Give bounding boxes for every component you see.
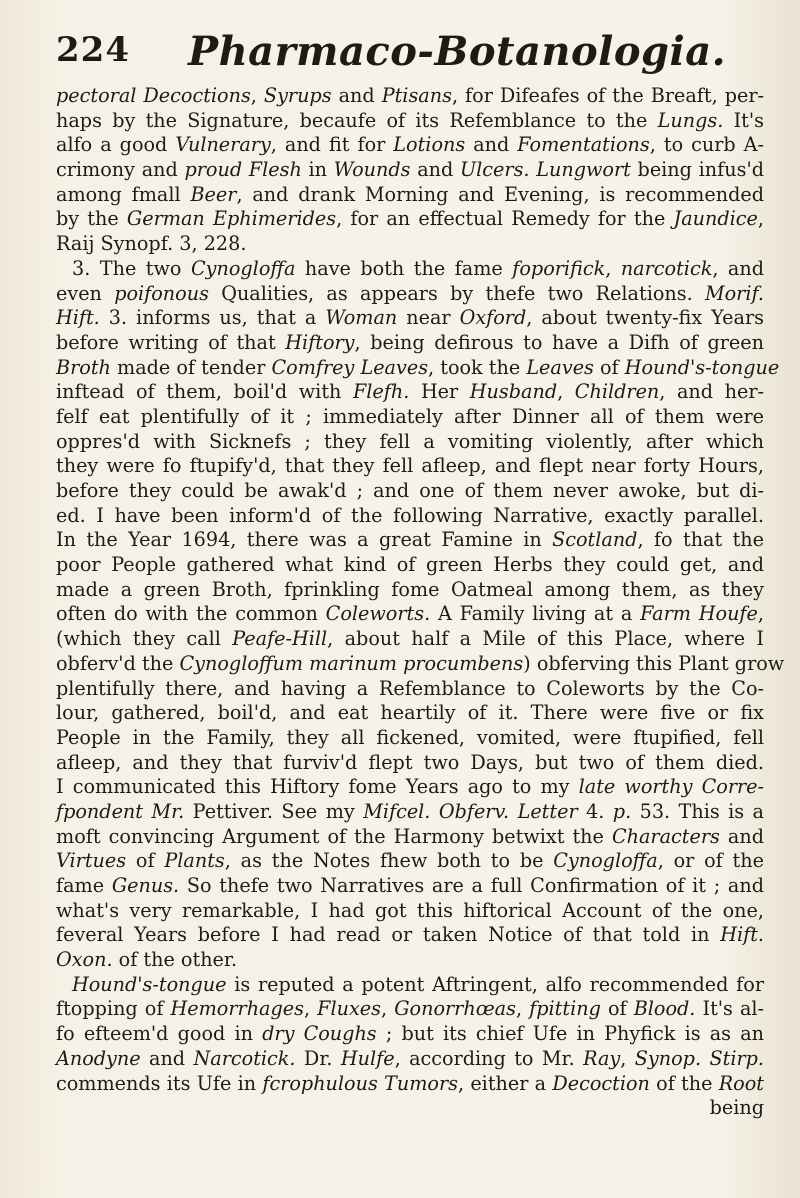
text-line bbox=[56, 874, 764, 899]
text-run: , for an effectual Remedy for the bbox=[336, 207, 674, 231]
text-line bbox=[56, 504, 764, 529]
text-run: , or of the bbox=[657, 849, 764, 873]
text-run: People in the Family, they all fickened, vomited, were ftupified, fell bbox=[56, 725, 764, 749]
italic-text: Gonorrhœas bbox=[394, 997, 516, 1021]
italic-text: Oxford bbox=[459, 306, 527, 330]
text-run: of bbox=[126, 849, 165, 873]
italic-text: fpondent Mr. bbox=[56, 799, 185, 823]
italic-text: Blood. bbox=[633, 997, 696, 1021]
text-run: , being defirous to have a Difh of green bbox=[354, 330, 764, 354]
text-run: A Family living at a bbox=[430, 602, 641, 626]
text-run: moft convincing Argument of the Harmony betwixt the bbox=[56, 824, 612, 848]
italic-text: Wounds bbox=[333, 158, 411, 182]
text-run: obferv'd the bbox=[56, 651, 180, 675]
text-run: , about twenty-fix Years bbox=[526, 306, 764, 330]
text-line bbox=[56, 553, 764, 578]
text-run: Dr. bbox=[295, 1046, 341, 1070]
running-title: Pharmaco-Botanologia. bbox=[188, 28, 727, 75]
text-run: Qualities, as appears by thefe two Relations. bbox=[208, 281, 705, 305]
text-run: , to curb A- bbox=[649, 133, 765, 157]
italic-text: Coleworts. bbox=[325, 602, 431, 626]
text-line bbox=[56, 306, 764, 331]
text-run: , according to Mr. bbox=[394, 1046, 584, 1070]
text-run: in bbox=[301, 158, 334, 182]
italic-text: pectoral Decoctions bbox=[56, 84, 251, 107]
text-run: I communicated this Hiftory fome Years ago to my bbox=[56, 775, 579, 799]
text-line bbox=[56, 158, 764, 183]
text-run: before they could be awak'd ; and one of them never awoke, but di- bbox=[56, 479, 764, 502]
text-run: It's bbox=[723, 108, 764, 132]
italic-text: Mifcel. Obferv. Letter bbox=[363, 799, 578, 823]
italic-text: Lotions bbox=[393, 133, 466, 157]
italic-text: Scotland bbox=[552, 528, 638, 552]
text-line bbox=[56, 825, 764, 850]
italic-text: Husband bbox=[469, 380, 558, 404]
text-run: , bbox=[303, 997, 318, 1021]
text-run: , and bbox=[712, 256, 764, 280]
text-line bbox=[56, 726, 764, 751]
italic-text: Fluxes bbox=[317, 997, 382, 1021]
text-line bbox=[56, 948, 764, 973]
text-run: by the bbox=[56, 207, 127, 231]
text-run: often do with the common bbox=[56, 602, 326, 626]
italic-text: Beer bbox=[190, 182, 237, 206]
text-run: inftead of them, boil'd with bbox=[56, 380, 353, 404]
text-line bbox=[56, 602, 764, 627]
italic-text: Leaves bbox=[526, 355, 594, 379]
text-run: , and drank Morning and Evening, is recommended bbox=[236, 182, 764, 206]
text-run: lour, gathered, boil'd, and eat heartily of it. There were five or fix bbox=[56, 701, 764, 725]
body-text bbox=[56, 84, 785, 1121]
italic-text: foporifick bbox=[512, 256, 606, 280]
text-run: ed. I have been inform'd of the following Narrative, exactly parallel. bbox=[56, 503, 764, 527]
text-run: feveral Years before I had read or taken Notice of that told in bbox=[56, 923, 721, 947]
text-line bbox=[56, 183, 764, 208]
text-run: , about half a Mile of this Place, where I bbox=[327, 627, 764, 651]
page-header bbox=[56, 28, 756, 75]
italic-text: Ulcers. bbox=[460, 158, 530, 182]
text-run: and bbox=[719, 824, 764, 848]
text-run: oppres'd with Sicknefs ; they fell a vomiting violently, after which bbox=[56, 429, 764, 453]
text-run: what's very remarkable, I had got this hiftorical Account of the one, bbox=[56, 898, 764, 922]
text-line bbox=[56, 578, 764, 603]
text-run: 4. bbox=[577, 799, 613, 823]
italic-text: Hemorrhages bbox=[170, 997, 304, 1021]
italic-text: Hound's-tongue bbox=[624, 355, 780, 379]
text-line bbox=[56, 849, 764, 874]
text-line bbox=[56, 1072, 764, 1097]
text-run: made of tender bbox=[110, 355, 272, 379]
text-line bbox=[56, 380, 764, 405]
text-run: , as the Notes fhew both to be bbox=[224, 849, 554, 873]
italic-text: Narcotick. bbox=[193, 1046, 296, 1070]
italic-text: Cynogloffum marinum procumbens bbox=[179, 651, 524, 675]
text-run: It's al- bbox=[695, 997, 765, 1021]
text-run: haps by the Signature, becaufe of its Refemblance to the bbox=[56, 108, 658, 132]
italic-text: Oxon. bbox=[56, 948, 113, 972]
text-run: near bbox=[397, 306, 460, 330]
text-run: , fo that the bbox=[637, 528, 764, 552]
text-run: 3. informs us, that a bbox=[99, 306, 326, 330]
text-line bbox=[56, 899, 764, 924]
italic-text: Genus. bbox=[111, 874, 180, 897]
text-run: even bbox=[56, 281, 115, 305]
italic-text: poifonous bbox=[114, 281, 209, 305]
text-run: before writing of that bbox=[56, 330, 286, 354]
italic-text: Lungwort bbox=[536, 158, 631, 182]
text-run: of the bbox=[649, 1071, 719, 1095]
text-line bbox=[56, 651, 785, 677]
text-line bbox=[56, 1047, 764, 1072]
text-line bbox=[56, 232, 764, 257]
text-line bbox=[56, 405, 764, 430]
text-run: of the other. bbox=[112, 948, 238, 972]
italic-text: Fomentations bbox=[517, 133, 650, 157]
italic-text: Ptisans bbox=[381, 84, 452, 107]
italic-text: Farm Houfe bbox=[640, 602, 758, 626]
text-line bbox=[56, 800, 764, 825]
text-run: made a green Broth, fprinkling fome Oatmeal among them, as they bbox=[56, 577, 764, 601]
italic-text: German Ephimerides bbox=[126, 207, 337, 231]
italic-text: Peafe-Hill bbox=[232, 627, 328, 651]
text-run: , bbox=[605, 256, 621, 280]
text-run: and bbox=[331, 84, 382, 107]
text-run: being bbox=[709, 1096, 764, 1120]
text-run: So thefe two Narratives are a full Confirmation of it ; and bbox=[179, 874, 764, 897]
italic-text: proud Flesh bbox=[184, 158, 302, 182]
text-run: , for Difeafes of the Breaft, per- bbox=[451, 84, 765, 107]
text-line bbox=[56, 627, 764, 652]
italic-text: Hift. bbox=[56, 306, 100, 330]
italic-text: Characters bbox=[611, 824, 720, 848]
italic-text: Syrups bbox=[263, 84, 332, 107]
text-line bbox=[56, 430, 764, 455]
text-run: among fmall bbox=[56, 182, 191, 206]
text-line bbox=[56, 454, 764, 479]
text-line bbox=[56, 701, 764, 726]
italic-text: narcotick bbox=[620, 256, 713, 280]
italic-text: p. bbox=[612, 799, 632, 823]
text-run: fame bbox=[56, 874, 112, 897]
text-line bbox=[56, 109, 764, 134]
catchword bbox=[56, 1096, 764, 1121]
text-run: crimony and bbox=[56, 158, 185, 182]
italic-text: Cynogloffa bbox=[190, 256, 296, 280]
text-line bbox=[56, 677, 764, 702]
text-run: 3. The two bbox=[72, 256, 191, 280]
text-run: Her bbox=[409, 380, 470, 404]
italic-text: late worthy Corre- bbox=[578, 775, 764, 799]
text-run: In the Year 1694, there was a great Famine in bbox=[56, 528, 553, 552]
text-run: plentifully there, and having a Refemblance to Coleworts by the Co- bbox=[56, 676, 764, 700]
text-run: and bbox=[140, 1046, 194, 1070]
text-run: and bbox=[465, 133, 518, 157]
text-line bbox=[56, 751, 764, 776]
italic-text: Comfrey Leaves bbox=[271, 355, 429, 379]
text-run: of bbox=[600, 997, 634, 1021]
text-run: alfo a good bbox=[56, 133, 176, 157]
italic-text: Jaundice bbox=[673, 207, 758, 231]
text-run: poor People gathered what kind of green Herbs they could get, and bbox=[56, 553, 764, 577]
italic-text: Virtues bbox=[56, 849, 127, 873]
text-run: and bbox=[410, 158, 460, 182]
text-line bbox=[56, 257, 764, 282]
text-run: Raij Synopf. 3, 228. bbox=[56, 232, 247, 256]
text-run: (which they call bbox=[56, 627, 233, 651]
italic-text: Ray bbox=[583, 1046, 621, 1070]
italic-text: Hiftory bbox=[285, 330, 355, 354]
italic-text: fcrophulous Tumors bbox=[262, 1071, 458, 1095]
text-run: is reputed a potent Aftringent, alfo recommended for bbox=[226, 972, 764, 996]
italic-text: Vulnerary bbox=[175, 133, 271, 157]
text-run: commends its Ufe in bbox=[56, 1071, 263, 1095]
text-line bbox=[56, 479, 764, 504]
text-run: have both the fame bbox=[295, 256, 513, 280]
text-line bbox=[56, 997, 764, 1022]
text-run: fo efteem'd good in bbox=[56, 1022, 263, 1046]
page-number: 224 bbox=[56, 30, 130, 70]
text-line bbox=[56, 775, 764, 800]
text-run: afleep, and they that furviv'd flept two Days, but two of them died. bbox=[56, 750, 764, 774]
text-line bbox=[56, 1022, 764, 1047]
text-run: , and fit for bbox=[270, 133, 394, 157]
italic-text: Decoction bbox=[552, 1071, 650, 1095]
italic-text: Hound's-tongue bbox=[72, 972, 227, 996]
text-run: , either a bbox=[457, 1071, 553, 1095]
italic-text: Synop. Stirp. bbox=[634, 1046, 765, 1070]
italic-text: Anodyne bbox=[56, 1046, 141, 1070]
italic-text: Root bbox=[718, 1071, 764, 1095]
text-run: of bbox=[593, 355, 625, 379]
text-line bbox=[56, 355, 780, 381]
text-line bbox=[56, 528, 764, 553]
text-run: , bbox=[250, 84, 264, 107]
italic-text: Woman bbox=[325, 306, 398, 330]
text-run: ftopping of bbox=[56, 997, 171, 1021]
text-run: , bbox=[515, 997, 530, 1021]
italic-text: Hift. bbox=[720, 923, 764, 947]
text-line bbox=[56, 973, 764, 998]
text-run: ) obferving this Plant grow bbox=[523, 651, 785, 675]
italic-text: Cynogloffa bbox=[553, 849, 658, 873]
text-run: being infus'd bbox=[630, 158, 764, 182]
text-line bbox=[56, 133, 764, 158]
text-run: , bbox=[381, 997, 395, 1021]
text-run: , bbox=[757, 602, 764, 626]
text-run: Pettiver. See my bbox=[184, 799, 364, 823]
italic-text: Children bbox=[574, 380, 660, 404]
italic-text: Hulfe bbox=[340, 1046, 395, 1070]
text-run: they were fo ftupify'd, that they fell afleep, and flept near forty Hours, bbox=[56, 454, 764, 478]
text-run: , took the bbox=[428, 355, 527, 379]
italic-text: Broth bbox=[56, 355, 111, 379]
text-run: , and her- bbox=[659, 380, 764, 404]
text-line bbox=[56, 331, 764, 356]
text-run: ; but its chief Ufe in Phyfick is as an bbox=[376, 1022, 764, 1046]
italic-text: Plants bbox=[164, 849, 225, 873]
italic-text: Flefh. bbox=[352, 380, 410, 404]
italic-text: dry Coughs bbox=[262, 1022, 377, 1046]
text-line bbox=[56, 207, 764, 232]
text-run: , bbox=[620, 1046, 635, 1070]
text-run: felf eat plentifully of it ; immediately after Dinner all of them were bbox=[56, 404, 764, 428]
text-line bbox=[56, 923, 764, 948]
text-line bbox=[56, 84, 764, 109]
text-line bbox=[56, 282, 764, 307]
italic-text: Morif. bbox=[704, 281, 764, 305]
text-run: 53. This is a bbox=[631, 799, 764, 823]
italic-text: Lungs. bbox=[657, 108, 724, 132]
text-run: , bbox=[757, 207, 765, 231]
italic-text: fpitting bbox=[529, 997, 601, 1021]
text-run: , bbox=[557, 380, 575, 404]
